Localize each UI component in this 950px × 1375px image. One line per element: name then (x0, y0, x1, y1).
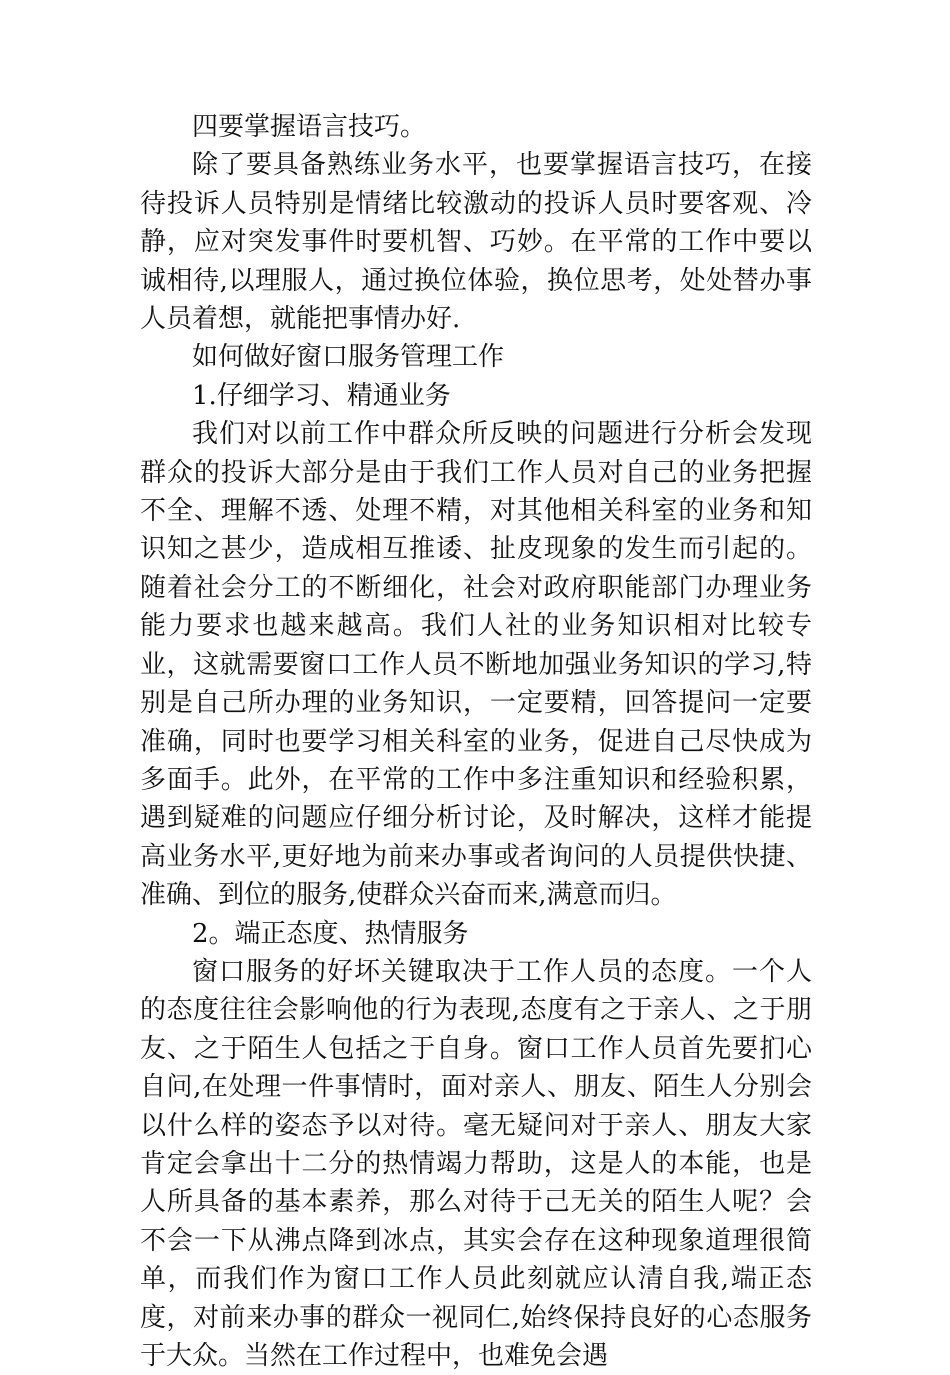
document-body (140, 108, 812, 1375)
paragraph-heading-study-business: 1.仔细学习、精通业务 (192, 380, 451, 411)
paragraph-heading-language-skills: 四要掌握语言技巧。 (192, 112, 427, 142)
paragraph-heading-attitude: 2。端正态度、热情服务 (192, 918, 469, 949)
paragraph-heading-window-service: 如何做好窗口服务管理工作 (192, 342, 505, 373)
paragraph-attitude: 窗口服务的好坏关键取决于工作人员的态度。一个人的态度往往会影响他的行为表现,态度有之于亲人、之于朋友、之于陌生人包括之于自身。窗口工作人员首先要扪心自问,在处理一件事情时，面对亲人、朋友、陌生人分别会以什么样的姿态予以对待。毫无疑问对于亲人、朋友大家肯定会拿出十二分的热情竭力帮助，这是人的本能，也是人所具备的基本素养，那么对待于己无关的陌生人呢？会不会一下从沸点降到冰点，其实会存在这种现象道理很简单，而我们作为窗口工作人员此刻就应认清自我,端正态度，对前来办事的群众一视同仁,始终保持良好的心态服务于大众。当然在工作过程中，也难免会遇 (140, 956, 812, 1371)
paragraph-study-business: 我们对以前工作中群众所反映的问题进行分析会发现群众的投诉大部分是由于我们工作人员对自己的业务把握不全、理解不透、处理不精，对其他相关科室的业务和知识知之甚少，造成相互推诿、扯皮现象的发生而引起的。随着社会分工的不断细化，社会对政府职能部门办理业务能力要求也越来越高。我们人社的业务知识相对比较专业，这就需要窗口工作人员不断地加强业务知识的学习,特别是自己所办理的业务知识，一定要精，回答提问一定要准确，同时也要学习相关科室的业务，促进自己尽快成为多面手。此外，在平常的工作中多注重知识和经验积累，遇到疑难的问题应仔细分析讨论，及时解决，这样才能提高业务水平,更好地为前来办事或者询问的人员提供快捷、准确、到位的服务,使群众兴奋而来,满意而归。 (140, 419, 812, 911)
paragraph-language-skills: 除了要具备熟练业务水平，也要掌握语言技巧，在接待投诉人员特别是情绪比较激动的投诉人员时要客观、冷静，应对突发事件时要机智、巧妙。在平常的工作中要以诚相待,以理服人，通过换位体验，换位思考，处处替办事人员着想，就能把事情办好. (140, 150, 812, 335)
